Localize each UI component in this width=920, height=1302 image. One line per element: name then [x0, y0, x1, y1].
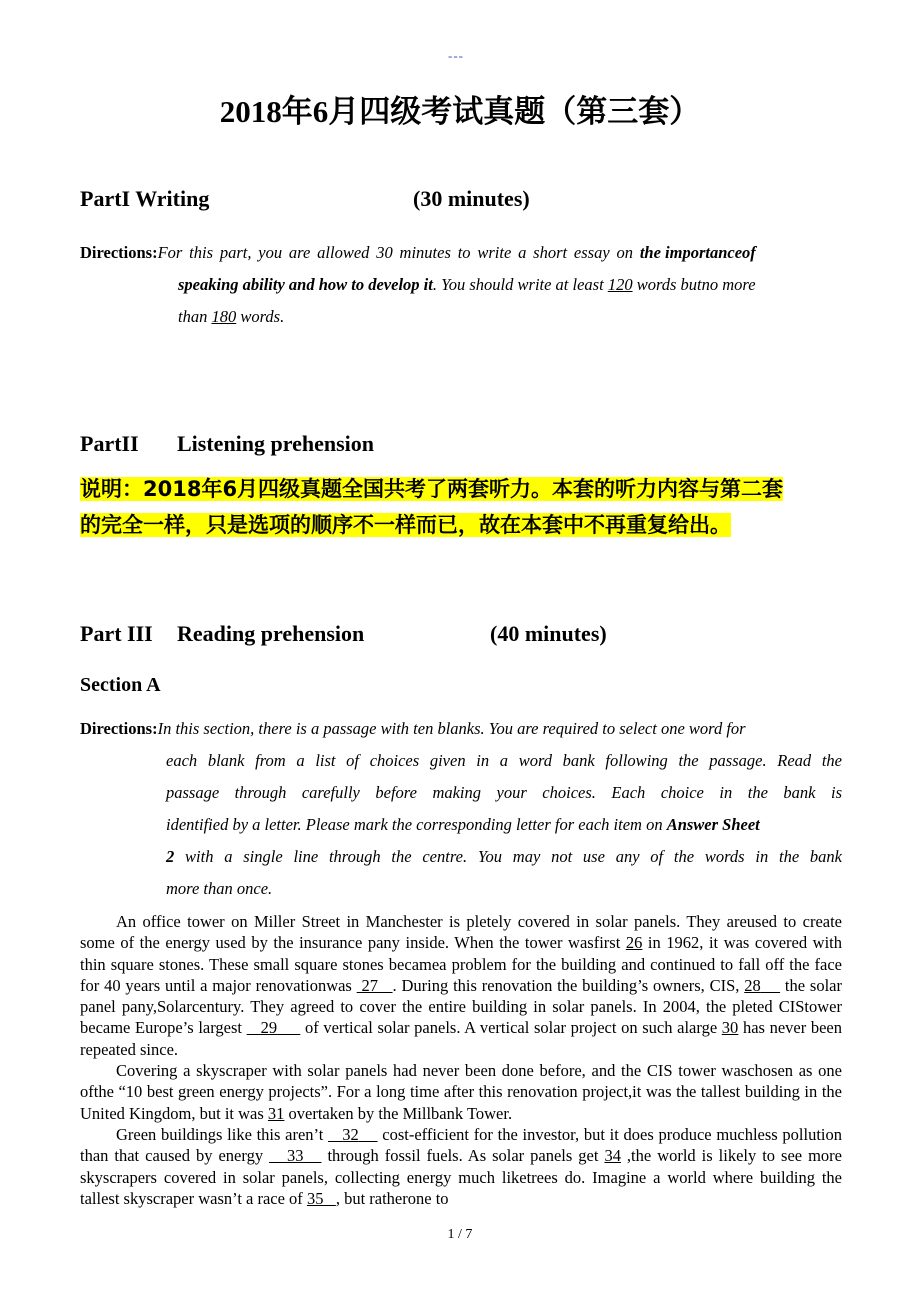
- blank-number: 27: [361, 975, 379, 995]
- dir-line: [80, 713, 842, 745]
- dir-line: [80, 269, 842, 301]
- blank-29: [247, 1018, 301, 1037]
- note-line-1: 说明：2018年6月四级真题全国共考了两套听力。本套的听力内容与第二套: [80, 477, 784, 501]
- note-line: [80, 507, 842, 543]
- part3-heading: [80, 621, 607, 647]
- essay-topic: the importanceof: [639, 243, 756, 262]
- part1-minutes: (30 minutes): [413, 186, 530, 211]
- text: An office tower on Miller Street in Manchester is pletely covered in solar panels. They areused to create some of the energy used by the insurance pany inside. When the tower wasfirst: [80, 912, 842, 953]
- dir-line: [80, 237, 842, 269]
- max-words: 180: [211, 307, 237, 326]
- dir-text: words.: [236, 307, 285, 326]
- part3-directions: [80, 713, 842, 905]
- text: , but ratherone to: [335, 1188, 449, 1208]
- dir-text: words butno more: [632, 275, 756, 294]
- header-mark: ---: [448, 48, 464, 63]
- text: in 1962, it was covered with thin square stones. These small square stones becamea problem for the building and continued to fall off the face for 40 years until a major renovationwas: [80, 933, 843, 995]
- dir-text: than: [178, 307, 212, 326]
- blank-number: 32: [342, 1124, 359, 1144]
- dir-text: identified by a letter. Please mark the corresponding letter for each item on: [166, 815, 667, 834]
- part1-directions: [80, 237, 842, 333]
- blank-27: [357, 976, 393, 995]
- part2-heading: [80, 431, 375, 457]
- dir-line: [80, 301, 842, 333]
- text: Green buildings like this aren’t: [116, 1124, 329, 1144]
- part3-minutes: (40 minutes): [490, 621, 607, 646]
- blank-number: 28: [744, 975, 761, 995]
- dir-text: with a single line through the centre. You may not use any of the words in the bank: [174, 847, 842, 866]
- dir-line: [80, 809, 842, 841]
- blank-34: 34: [604, 1146, 621, 1166]
- blank-number: 35: [306, 1188, 324, 1208]
- dir-line: passage through carefully before making your choices. Each choice in the bank is: [166, 783, 842, 802]
- page-number: 1 / 7: [447, 1227, 473, 1242]
- text: of vertical solar panels. A vertical solar project on such alarge: [300, 1018, 722, 1038]
- paragraph-3: [80, 1124, 842, 1209]
- reading-passage: [80, 911, 842, 1209]
- blank-31: 31: [267, 1103, 285, 1123]
- paragraph-1: [80, 911, 842, 1060]
- blank-28: [744, 976, 780, 995]
- text: Covering a skyscraper with solar panels had never been done before, and the CIS tower waschosen as one ofthe “10 best green energy projects”. For a long time after this renovation project,it was the tallest building in the United Kingdom, but it was: [80, 1061, 842, 1123]
- dir-line: each blank from a list of choices given in a word bank following the passage. Read the: [166, 751, 842, 770]
- paragraph-2: [80, 1060, 842, 1124]
- answer-sheet-ref: Answer Sheet: [666, 815, 760, 834]
- dir-text: . You should write at least: [432, 275, 608, 294]
- blank-26: 26: [625, 933, 643, 953]
- note-line-2: 的完全一样，只是选项的顺序不一样而已，故在本套中不再重复给出。: [80, 513, 731, 537]
- answer-sheet-ref: 2: [166, 847, 175, 866]
- blank-35: [307, 1189, 336, 1208]
- blank-33: [269, 1146, 321, 1165]
- part2-label: PartII: [80, 431, 139, 456]
- dir-text: For this part, you are allowed 30 minutes to write a short essay on: [157, 243, 640, 262]
- min-words: 120: [607, 275, 633, 294]
- text: ,the world is likely to see more skyscrapers covered in solar panels, collecting energy much liketrees do. Imagine a world where building the tallest skyscraper wasn’t a race of: [80, 1146, 842, 1208]
- text: . During this renovation the building’s owners, CIS,: [392, 975, 745, 995]
- section-a-heading: Section A: [80, 674, 161, 696]
- text: cost-efficient for the investor, but it does produce muchless pollution than that caused by energy: [80, 1124, 843, 1166]
- text: through fossil fuels. As solar panels get: [321, 1146, 605, 1166]
- blank-32: [328, 1125, 377, 1144]
- dir-line: more than once.: [166, 879, 273, 898]
- part3-name: Reading prehension: [177, 621, 365, 646]
- part3-label: Part III: [80, 621, 153, 646]
- essay-topic: speaking ability and how to develop it: [178, 275, 433, 294]
- part1-label: PartI Writing: [80, 186, 210, 211]
- dir-line: [80, 841, 842, 873]
- text: has never been repeated since.: [80, 1018, 843, 1059]
- directions-label: Directions:: [80, 719, 158, 738]
- part2-name: Listening prehension: [177, 431, 375, 456]
- blank-number: 33: [287, 1146, 304, 1166]
- page-title: 2018年6月四级考试真题（第三套）: [219, 94, 701, 129]
- dir-text: In this section, there is a passage with ten blanks. You are required to select one word for: [157, 719, 746, 738]
- blank-number: 29: [260, 1018, 278, 1038]
- directions-label: Directions:: [80, 243, 158, 262]
- text: the solar panel pany,Solarcentury. They agreed to cover the entire building in solar panels. In 2004, the pleted CIStower became Europe’s largest: [80, 975, 842, 1038]
- listening-note: [80, 471, 842, 543]
- part1-heading: [80, 186, 530, 212]
- note-line: [80, 471, 842, 507]
- blank-30: 30: [721, 1018, 739, 1038]
- text: overtaken by the Millbank Tower.: [284, 1103, 513, 1123]
